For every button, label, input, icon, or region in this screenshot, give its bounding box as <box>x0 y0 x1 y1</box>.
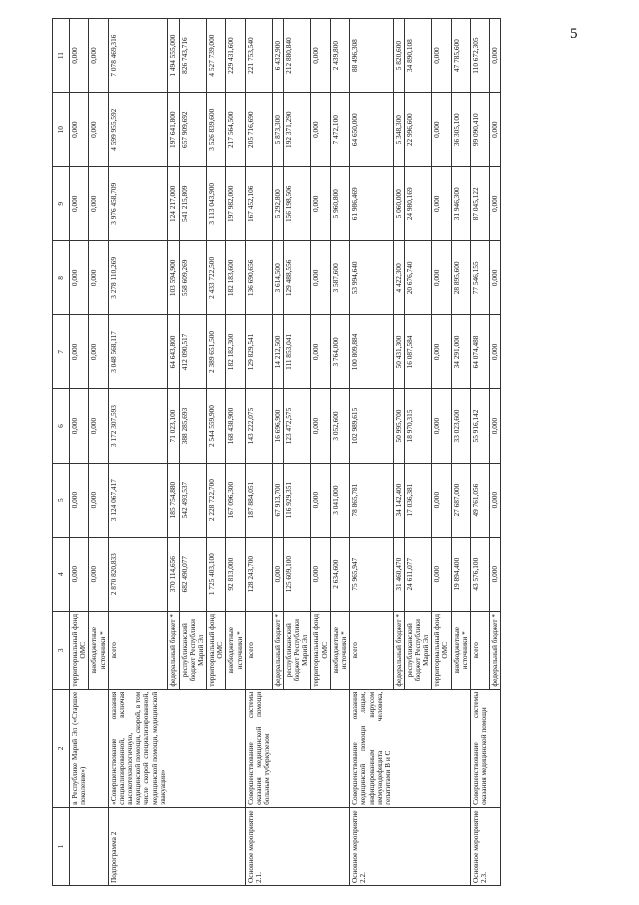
program-cell <box>89 807 108 885</box>
value-cell: 0,000 <box>89 19 108 93</box>
value-cell: 7 472,100 <box>330 93 349 167</box>
source-cell: территориальный фонд ОМС <box>70 611 89 689</box>
value-cell: 1 725 403,100 <box>207 537 226 611</box>
value-cell: 3 052,600 <box>330 389 349 463</box>
source-cell: республиканский бюджет Республики Марий Эл <box>404 611 432 689</box>
source-cell: внебюджетные источники * <box>330 611 349 689</box>
value-cell: 64 074,488 <box>470 315 489 389</box>
value-cell: 0,000 <box>489 315 500 389</box>
table-row <box>350 19 393 886</box>
column-header: 11 <box>53 19 70 93</box>
value-cell: 123 472,575 <box>283 389 311 463</box>
value-cell: 0,000 <box>89 167 108 241</box>
value-cell: 0,000 <box>70 241 89 315</box>
value-cell: 167 096,300 <box>226 463 245 537</box>
value-cell: 64 643,800 <box>168 315 179 389</box>
source-cell: федеральный бюджет * <box>272 611 283 689</box>
value-cell: 3 976 458,709 <box>108 167 168 241</box>
value-cell: 124 217,000 <box>168 167 179 241</box>
program-cell <box>489 807 500 885</box>
value-cell: 826 743,716 <box>179 19 207 93</box>
value-cell: 129 829,541 <box>245 315 272 389</box>
source-cell: республиканский бюджет Республики Марий Эл <box>283 611 311 689</box>
value-cell: 24 980,169 <box>404 167 432 241</box>
value-cell: 55 916,142 <box>470 389 489 463</box>
value-cell: 20 676,740 <box>404 241 432 315</box>
value-cell: 0,000 <box>70 19 89 93</box>
value-cell: 129 488,556 <box>283 241 311 315</box>
value-cell: 16 087,584 <box>404 315 432 389</box>
value-cell: 167 452,106 <box>245 167 272 241</box>
table-row <box>168 19 179 886</box>
program-cell <box>330 807 349 885</box>
description-cell <box>330 689 349 807</box>
value-cell: 0,000 <box>432 537 451 611</box>
program-cell: Основное мероприятие 2.1. <box>245 807 272 885</box>
value-cell: 4 422,300 <box>393 241 404 315</box>
description-cell: «Совершенствование оказания специализированной, включая высокотехнологичную, медицинской помощи, скорой, в том числе скорой специализированной, медицинской помощи, медицинской эвакуации» <box>108 689 168 807</box>
table-row <box>470 19 489 886</box>
description-cell <box>489 689 500 807</box>
value-cell: 67 913,700 <box>272 463 283 537</box>
value-cell: 3 048 568,117 <box>108 315 168 389</box>
value-cell: 229 431,600 <box>226 19 245 93</box>
value-cell: 192 371,290 <box>283 93 311 167</box>
value-cell: 0,000 <box>489 537 500 611</box>
value-cell: 0,000 <box>432 93 451 167</box>
value-cell: 47 785,600 <box>451 19 470 93</box>
value-cell: 5 292,800 <box>272 167 283 241</box>
source-cell: внебюджетные источники * <box>226 611 245 689</box>
value-cell: 78 865,781 <box>350 463 393 537</box>
value-cell: 0,000 <box>89 315 108 389</box>
value-cell: 6 432,900 <box>272 19 283 93</box>
value-cell: 3 172 307,593 <box>108 389 168 463</box>
value-cell: 136 690,656 <box>245 241 272 315</box>
value-cell: 187 884,051 <box>245 463 272 537</box>
table-row <box>226 19 245 886</box>
description-cell: Совершенствование системы оказания медицинской помощи <box>470 689 489 807</box>
description-cell <box>272 689 283 807</box>
value-cell: 19 894,400 <box>451 537 470 611</box>
value-cell: 3 041,000 <box>330 463 349 537</box>
column-header: 2 <box>53 689 70 807</box>
value-cell: 28 895,600 <box>451 241 470 315</box>
value-cell: 0,000 <box>70 315 89 389</box>
value-cell: 50 995,700 <box>393 389 404 463</box>
value-cell: 182 183,600 <box>226 241 245 315</box>
value-cell: 0,000 <box>432 167 451 241</box>
value-cell: 3 278 110,269 <box>108 241 168 315</box>
value-cell: 0,000 <box>311 389 330 463</box>
table-row <box>283 19 311 886</box>
value-cell: 87 045,122 <box>470 167 489 241</box>
column-header: 4 <box>53 537 70 611</box>
value-cell: 657 909,692 <box>179 93 207 167</box>
value-cell: 0,000 <box>489 463 500 537</box>
value-cell: 0,000 <box>89 241 108 315</box>
value-cell: 3 764,000 <box>330 315 349 389</box>
value-cell: 64 650,000 <box>350 93 393 167</box>
value-cell: 2 433 722,500 <box>207 241 226 315</box>
value-cell: 2 389 651,500 <box>207 315 226 389</box>
value-cell: 1 494 555,000 <box>168 19 179 93</box>
description-cell <box>311 689 330 807</box>
program-cell <box>404 807 432 885</box>
description-cell <box>226 689 245 807</box>
header-row <box>53 19 70 886</box>
description-cell: Совершенствование системы оказания медицинской помощи больным туберкулезом <box>245 689 272 807</box>
value-cell: 212 880,840 <box>283 19 311 93</box>
value-cell: 0,000 <box>311 315 330 389</box>
value-cell: 116 929,351 <box>283 463 311 537</box>
value-cell: 0,000 <box>489 93 500 167</box>
program-cell <box>283 807 311 885</box>
table-row <box>245 19 272 886</box>
page-number: 5 <box>570 26 578 42</box>
table-row <box>451 19 470 886</box>
column-header: 8 <box>53 241 70 315</box>
column-header: 3 <box>53 611 70 689</box>
source-cell: федеральный бюджет * <box>489 611 500 689</box>
table-row <box>108 19 168 886</box>
description-cell <box>404 689 432 807</box>
program-cell <box>179 807 207 885</box>
value-cell: 197 641,800 <box>168 93 179 167</box>
value-cell: 99 090,410 <box>470 93 489 167</box>
value-cell: 49 761,056 <box>470 463 489 537</box>
value-cell: 5 820,600 <box>393 19 404 93</box>
value-cell: 3 124 067,417 <box>108 463 168 537</box>
description-cell <box>393 689 404 807</box>
description-cell <box>179 689 207 807</box>
value-cell: 3 113 043,900 <box>207 167 226 241</box>
program-cell: Подпрограмма 2 <box>108 807 168 885</box>
value-cell: 2 228 722,700 <box>207 463 226 537</box>
value-cell: 0,000 <box>432 19 451 93</box>
program-cell <box>432 807 451 885</box>
source-cell: всего <box>245 611 272 689</box>
value-cell: 14 212,500 <box>272 315 283 389</box>
value-cell: 0,000 <box>70 463 89 537</box>
description-cell <box>89 689 108 807</box>
value-cell: 31 460,470 <box>393 537 404 611</box>
source-cell: всего <box>350 611 393 689</box>
value-cell: 143 222,075 <box>245 389 272 463</box>
value-cell: 24 611,077 <box>404 537 432 611</box>
value-cell: 0,000 <box>432 389 451 463</box>
value-cell: 2 634,600 <box>330 537 349 611</box>
value-cell: 0,000 <box>70 537 89 611</box>
value-cell: 205 716,690 <box>245 93 272 167</box>
value-cell: 43 576,100 <box>470 537 489 611</box>
value-cell: 412 090,517 <box>179 315 207 389</box>
value-cell: 2 544 559,900 <box>207 389 226 463</box>
value-cell: 110 672,305 <box>470 19 489 93</box>
value-cell: 4 527 739,000 <box>207 19 226 93</box>
description-cell: в Республике Марий Эл («Старшее поколение») <box>70 689 89 807</box>
program-cell: Основное мероприятие 2.2. <box>350 807 393 885</box>
value-cell: 61 986,469 <box>350 167 393 241</box>
value-cell: 111 853,041 <box>283 315 311 389</box>
funding-table <box>52 18 501 886</box>
value-cell: 92 813,000 <box>226 537 245 611</box>
table-row <box>311 19 330 886</box>
table-row <box>179 19 207 886</box>
value-cell: 34 890,108 <box>404 19 432 93</box>
value-cell: 33 023,600 <box>451 389 470 463</box>
value-cell: 53 994,640 <box>350 241 393 315</box>
source-cell: территориальный фонд ОМС <box>311 611 330 689</box>
description-cell <box>168 689 179 807</box>
value-cell: 2 870 820,833 <box>108 537 168 611</box>
table-row <box>432 19 451 886</box>
source-cell: территориальный фонд ОМС <box>432 611 451 689</box>
column-header: 9 <box>53 167 70 241</box>
value-cell: 77 546,155 <box>470 241 489 315</box>
value-cell: 71 023,100 <box>168 389 179 463</box>
program-cell <box>393 807 404 885</box>
value-cell: 156 198,506 <box>283 167 311 241</box>
value-cell: 4 599 955,592 <box>108 93 168 167</box>
value-cell: 0,000 <box>89 93 108 167</box>
value-cell: 0,000 <box>70 167 89 241</box>
description-cell: Совершенствование оказания медицинской помощи лицам, инфицированным вирусом иммунодефицита человека, гепатитами В и С <box>350 689 393 807</box>
program-cell <box>311 807 330 885</box>
table-row <box>272 19 283 886</box>
source-cell: федеральный бюджет * <box>393 611 404 689</box>
value-cell: 75 965,947 <box>350 537 393 611</box>
value-cell: 5 060,000 <box>393 167 404 241</box>
table-row <box>393 19 404 886</box>
program-cell <box>70 807 89 885</box>
description-cell <box>207 689 226 807</box>
value-cell: 541 215,809 <box>179 167 207 241</box>
value-cell: 558 609,269 <box>179 241 207 315</box>
description-cell <box>451 689 470 807</box>
value-cell: 34 291,000 <box>451 315 470 389</box>
table-row <box>404 19 432 886</box>
value-cell: 5 960,800 <box>330 167 349 241</box>
value-cell: 0,000 <box>89 389 108 463</box>
program-cell <box>451 807 470 885</box>
column-header: 1 <box>53 807 70 885</box>
value-cell: 388 285,693 <box>179 389 207 463</box>
value-cell: 36 305,100 <box>451 93 470 167</box>
source-cell: федеральный бюджет * <box>168 611 179 689</box>
table-body <box>70 19 501 886</box>
column-header: 5 <box>53 463 70 537</box>
value-cell: 3 587,600 <box>330 241 349 315</box>
column-header: 10 <box>53 93 70 167</box>
value-cell: 197 982,000 <box>226 167 245 241</box>
value-cell: 5 873,300 <box>272 93 283 167</box>
value-cell: 100 809,884 <box>350 315 393 389</box>
value-cell: 7 078 469,316 <box>108 19 168 93</box>
value-cell: 5 348,300 <box>393 93 404 167</box>
value-cell: 0,000 <box>311 19 330 93</box>
value-cell: 31 946,300 <box>451 167 470 241</box>
value-cell: 0,000 <box>70 389 89 463</box>
value-cell: 0,000 <box>432 463 451 537</box>
program-cell: Основное мероприятие 2.3. <box>470 807 489 885</box>
value-cell: 3 614,500 <box>272 241 283 315</box>
value-cell: 217 564,500 <box>226 93 245 167</box>
value-cell: 128 243,700 <box>245 537 272 611</box>
rotated-table-wrapper <box>52 18 592 886</box>
table-row <box>330 19 349 886</box>
source-cell: всего <box>108 611 168 689</box>
column-header: 6 <box>53 389 70 463</box>
program-cell <box>207 807 226 885</box>
value-cell: 103 594,900 <box>168 241 179 315</box>
value-cell: 17 036,381 <box>404 463 432 537</box>
description-cell <box>283 689 311 807</box>
value-cell: 221 753,540 <box>245 19 272 93</box>
source-cell: внебюджетные источники * <box>89 611 108 689</box>
value-cell: 125 609,100 <box>283 537 311 611</box>
table-row <box>70 19 89 886</box>
value-cell: 168 438,900 <box>226 389 245 463</box>
source-cell: территориальный фонд ОМС <box>207 611 226 689</box>
value-cell: 16 696,900 <box>272 389 283 463</box>
source-cell: внебюджетные источники * <box>451 611 470 689</box>
value-cell: 3 526 839,600 <box>207 93 226 167</box>
value-cell: 0,000 <box>272 537 283 611</box>
description-cell <box>432 689 451 807</box>
source-cell: республиканский бюджет Республики Марий Эл <box>179 611 207 689</box>
program-cell <box>226 807 245 885</box>
value-cell: 0,000 <box>89 537 108 611</box>
value-cell: 542 493,537 <box>179 463 207 537</box>
value-cell: 0,000 <box>311 93 330 167</box>
value-cell: 0,000 <box>489 389 500 463</box>
value-cell: 22 996,600 <box>404 93 432 167</box>
table-row <box>89 19 108 886</box>
value-cell: 370 114,656 <box>168 537 179 611</box>
value-cell: 0,000 <box>311 167 330 241</box>
value-cell: 0,000 <box>311 537 330 611</box>
value-cell: 0,000 <box>311 463 330 537</box>
value-cell: 2 439,800 <box>330 19 349 93</box>
value-cell: 185 754,880 <box>168 463 179 537</box>
column-header: 7 <box>53 315 70 389</box>
value-cell: 0,000 <box>489 167 500 241</box>
program-cell <box>168 807 179 885</box>
value-cell: 0,000 <box>432 315 451 389</box>
value-cell: 88 496,308 <box>350 19 393 93</box>
table-row <box>489 19 500 886</box>
value-cell: 0,000 <box>311 241 330 315</box>
source-cell: всего <box>470 611 489 689</box>
value-cell: 18 970,315 <box>404 389 432 463</box>
value-cell: 0,000 <box>489 241 500 315</box>
value-cell: 0,000 <box>432 241 451 315</box>
value-cell: 50 431,300 <box>393 315 404 389</box>
value-cell: 0,000 <box>89 463 108 537</box>
value-cell: 34 142,400 <box>393 463 404 537</box>
value-cell: 0,000 <box>70 93 89 167</box>
table-row <box>207 19 226 886</box>
value-cell: 102 989,615 <box>350 389 393 463</box>
value-cell: 182 182,300 <box>226 315 245 389</box>
value-cell: 0,000 <box>489 19 500 93</box>
value-cell: 682 490,077 <box>179 537 207 611</box>
program-cell <box>272 807 283 885</box>
value-cell: 27 687,000 <box>451 463 470 537</box>
